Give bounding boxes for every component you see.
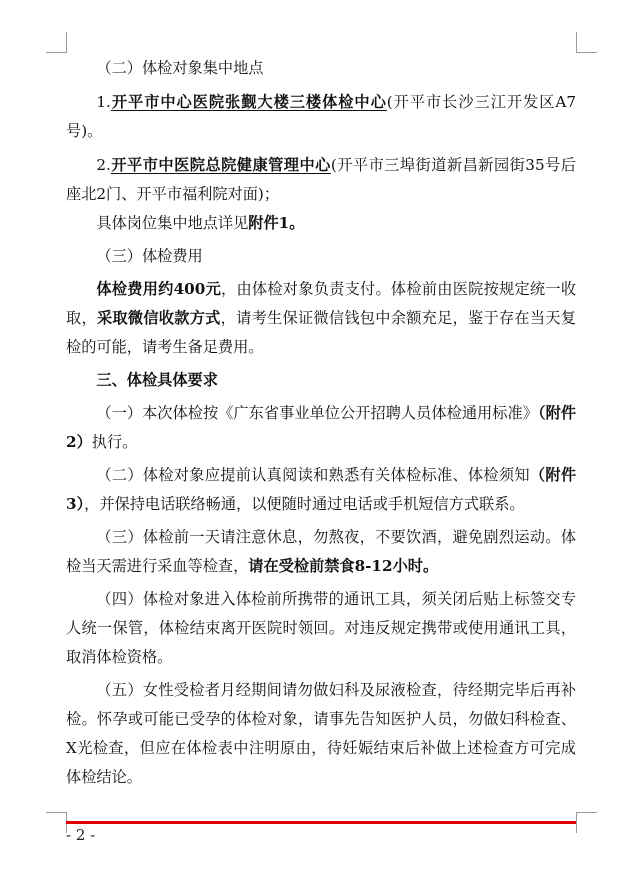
location-2: [66, 151, 576, 209]
fee-payment-method: 采取微信收款方式: [96, 309, 221, 327]
crop-mark-bottom-left: [46, 812, 67, 833]
attachment-3-ref: （附件3）: [66, 466, 577, 513]
footer-rule: [66, 821, 576, 824]
fee-paragraph: [66, 275, 576, 362]
heading-exam-location: （二）体检对象集中地点: [96, 59, 264, 77]
location-1-name: 开平市中心医院张觐大楼三楼体检中心: [110, 93, 387, 111]
requirement-5: （五）女性受检者月经期间请勿做妇科及尿液检查，待经期完毕后再补检。怀孕或可能已受孕的体检对象，请事先告知医护人员，勿做妇科检查、X光检查，但应在体检表中注明原由，待妊娠结束后补做上述检查方可完成体检结论。: [66, 681, 576, 786]
requirement-2-tail: ，并保持电话联络畅通，以便随时通过电话或手机短信方式联系。: [84, 495, 525, 513]
heading-exam-fee: （三）体检费用: [96, 247, 203, 265]
fee-text-1: ，由体检对象负责支付。体检前由医院按规定统一收取，: [66, 280, 577, 327]
location-1: [66, 88, 576, 146]
location-detail-text: 具体岗位集中地点详见: [96, 214, 249, 232]
document-body: [66, 52, 576, 792]
requirement-2: [66, 461, 576, 519]
crop-mark-top-left: [46, 32, 67, 53]
fee-amount: 体检费用约400元: [96, 280, 222, 298]
requirement-1: [66, 399, 576, 457]
location-2-address: (开平市三埠街道新昌新园街35号后座北2门、开平市福利院对面)；: [66, 156, 576, 203]
location-2-name: 开平市中医院总院健康管理中心: [110, 156, 331, 174]
crop-mark-bottom-right: [576, 812, 597, 833]
requirement-2-text: （二）体检对象应提前认真阅读和熟悉有关体检标准、体检须知: [96, 466, 530, 484]
fee-text-2: ，请考生保证微信钱包中余额充足，鉴于存在当天复检的可能，请考生备足费用。: [66, 309, 577, 356]
requirement-3-text: （三）体检前一天请注意休息，勿熬夜，不要饮酒，避免剧烈运动。体检当天需进行采血等检查，: [66, 528, 576, 575]
crop-mark-top-right: [576, 32, 597, 53]
location-1-number: 1.: [96, 93, 111, 111]
requirement-1-text: （一）本次体检按《广东省事业单位公开招聘人员体检通用标准》: [96, 404, 538, 422]
requirement-4: （四）体检对象进入体检前所携带的通讯工具，须关闭后贴上标签交专人统一保管，体检结束离开医院时领回。对违反规定携带或使用通讯工具，取消体检资格。: [66, 590, 576, 666]
location-detail-note: [66, 209, 576, 238]
location-2-number: 2.: [96, 156, 111, 174]
section-3-heading: 三、体检具体要求: [96, 371, 218, 389]
page-number: - 2 -: [66, 826, 96, 844]
requirement-3: [66, 523, 576, 581]
attachment-2-ref: （附件2）: [66, 404, 577, 451]
requirement-1-tail: 执行。: [91, 433, 138, 451]
location-1-address: (开平市长沙三江开发区A7号)。: [66, 93, 577, 140]
attachment-1-ref: 附件1。: [248, 214, 305, 232]
fasting-notice: 请在受检前禁食8-12小时。: [248, 557, 439, 575]
